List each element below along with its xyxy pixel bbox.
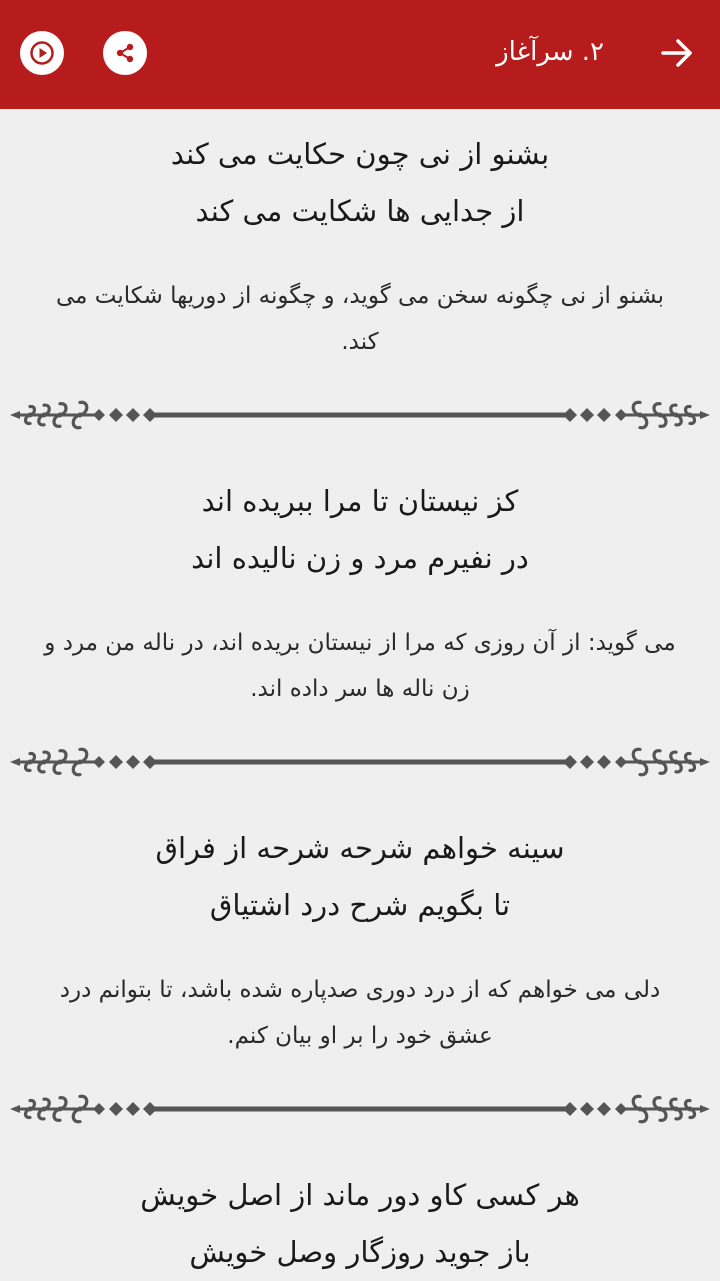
poem-content[interactable]: [0, 109, 720, 1269]
verse-line-2: تا بگویم شرح درد اشتیاق: [209, 888, 511, 922]
verse: [0, 803, 720, 934]
verse-line-2: از جدایی ها شکایت می کند: [195, 194, 525, 228]
ornamental-divider: [0, 737, 720, 787]
verse-line-2: باز جوید روزگار وصل خویش: [189, 1235, 531, 1269]
play-icon: [30, 41, 54, 65]
verse-line-2: در نفیرم مرد و زن نالیده اند: [191, 541, 529, 575]
verse-meaning: دلی می خواهم که از درد دوری صدپاره شده باشد، تا بتوانم درد عشق خود را بر او بیان کنم.: [59, 977, 661, 1049]
verse: [0, 456, 720, 587]
verse-line-1: کز نیستان تا مرا ببریده اند: [201, 484, 519, 518]
verse-line-1: هر کسی کاو دور ماند از اصل خویش: [140, 1178, 580, 1212]
ornamental-divider: [0, 390, 720, 440]
verse-section: [0, 109, 720, 440]
share-button[interactable]: [103, 31, 147, 75]
app-bar: [0, 0, 720, 109]
verse-section: [0, 456, 720, 787]
page-title: ۲. سرآغاز: [496, 37, 604, 67]
verse-meaning: می گوید: از آن روزی که مرا از نیستان بریده اند، در ناله من مرد و زن ناله ها سر داده اند.: [44, 630, 676, 702]
verse-line-1: سینه خواهم شرحه شرحه از فراق: [155, 831, 565, 865]
back-button[interactable]: [656, 32, 698, 74]
share-icon: [113, 41, 137, 65]
ornamental-divider: [0, 1084, 720, 1134]
verse-meaning: بشنو از نی چگونه سخن می گوید، و چگونه از دوریها شکایت می کند.: [56, 283, 664, 355]
play-button[interactable]: [20, 31, 64, 75]
verse: [0, 1150, 720, 1281]
arrow-right-icon: [659, 35, 695, 71]
verse-section: [0, 1150, 720, 1281]
verse-section: [0, 803, 720, 1134]
verse: [0, 109, 720, 240]
verse-line-1: بشنو از نی چون حکایت می کند: [170, 137, 550, 171]
